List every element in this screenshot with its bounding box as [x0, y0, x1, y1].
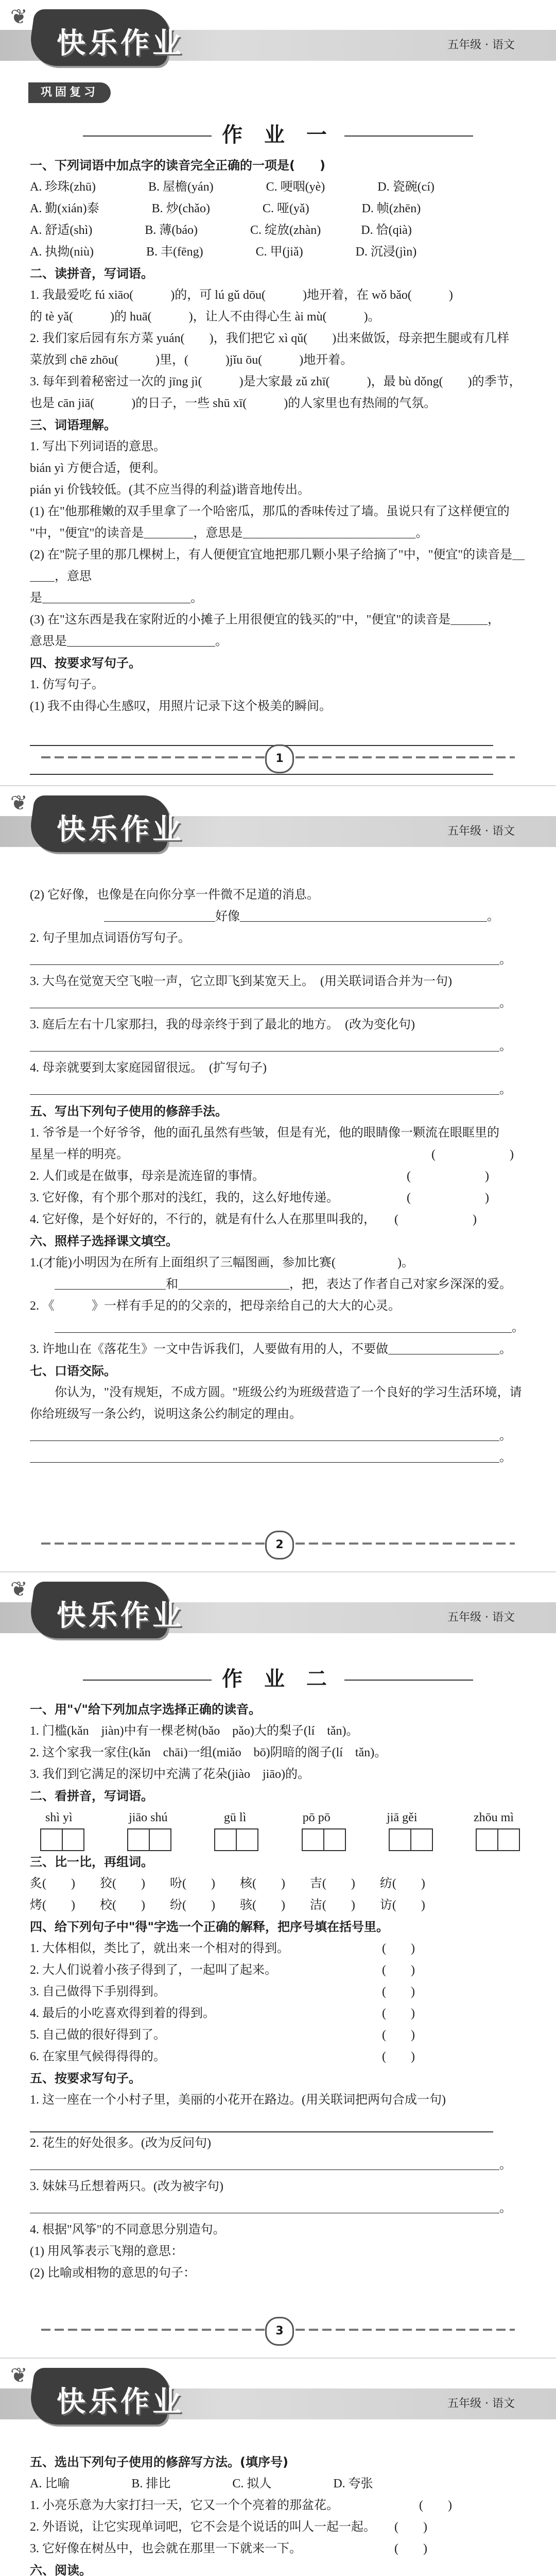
page-footer	[0, 742, 556, 773]
logo-text: 快乐作业	[57, 2385, 184, 2419]
text-line: pián yi 价钱较低。(其不应当得的利益)谐音地传出。	[30, 483, 310, 497]
text-line: 3. 庭后左右十几家那扫，我的母亲终于到了最北的地方。 (改为变化句)	[30, 1018, 415, 1031]
page-number: 1	[265, 744, 294, 773]
text-line: ＿＿＿＿＿＿＿＿＿＿＿＿＿＿＿＿＿＿＿＿＿＿＿＿＿＿＿＿＿＿＿＿＿＿＿＿＿＿。	[30, 1040, 512, 1053]
page3-content	[30, 1699, 529, 2284]
title-text: 作 业 二	[222, 1667, 334, 1691]
text-line: 炙( ) 狡( ) 吩( ) 核( ) 吉( ) 纺( )	[30, 1877, 425, 1891]
page-footer	[0, 2314, 556, 2345]
text-line: 5. 自己做的很好得到了。 ( )	[30, 2028, 415, 2042]
question-heading: 三、词语理解。	[30, 418, 116, 432]
page-footer	[0, 1528, 556, 1559]
text-line: 3. 妹妹马丘想着两只。(改为被字句)	[30, 2180, 223, 2194]
text-line: 1. 门槛(kǎn jiàn)中有一棵老树(bǎo pǎo)大的梨子(lí tǎn)。	[30, 1724, 359, 1738]
pinyin-label: shì yì	[45, 1811, 73, 1824]
text-line: 菜放到 chē zhōu( )里，( )jǐu ōu( )地开着。	[30, 353, 353, 367]
text-line: ＿＿＿＿＿＿＿＿＿＿＿＿＿＿＿＿＿＿＿＿＿＿＿＿＿＿＿＿＿＿＿＿＿＿＿＿＿＿。	[30, 953, 512, 967]
question-heading: 四、按要求写句子。	[30, 656, 141, 670]
assignment-title	[0, 118, 556, 148]
text-line: 2. 人们或是在做事，母亲是流连留的事情。 ( )	[30, 1170, 489, 1183]
question-heading: 五、写出下列句子使用的修辞手法。	[30, 1104, 228, 1118]
text-line: 2. 花生的好处很多。(改为反问句)	[30, 2137, 211, 2150]
question-heading: 一、用"√"给下列加点字选择正确的读音。	[30, 1702, 262, 1717]
text-line: 意思是＿＿＿＿＿＿＿＿＿＿＿＿。	[30, 635, 228, 648]
pinyin-label: jiā gěi	[387, 1811, 418, 1824]
grade-subject-tag: 五年级 · 语文	[447, 1611, 515, 1624]
text-line: bián yì 方便合适，便利。	[30, 462, 166, 475]
text-line: 2. 这个家我一家住(kǎn chāi)一组(miǎo bō)阴暗的阁子(lí tǎn)。	[30, 1746, 387, 1759]
text-line: ＿＿＿＿＿＿＿＿＿＿＿＿＿＿＿＿＿＿＿＿＿＿＿＿＿＿＿＿＿＿＿＿＿＿＿＿＿＿。	[30, 1083, 512, 1096]
leaf-icon: ❦	[10, 5, 28, 29]
question-heading: 二、读拼音，写词语。	[30, 266, 153, 281]
title-rule-right	[344, 135, 473, 137]
pinyin-label: gū lì	[223, 1811, 247, 1824]
page-number: 3	[265, 2317, 294, 2346]
text-line: (1) 在"他那稚嫩的双手里拿了一个哈密瓜，那瓜的香味传过了墙。虽说只有了这样便宜的	[30, 505, 510, 518]
page-header	[0, 2359, 556, 2436]
leaf-icon: ❦	[10, 2364, 28, 2387]
assignment-title	[0, 1663, 556, 1692]
logo-text: 快乐作业	[57, 1599, 184, 1633]
pinyin-label: pō pō	[302, 1811, 331, 1824]
title-rule-left	[83, 1680, 212, 1681]
logo-text: 快乐作业	[57, 27, 184, 60]
text-line: 3. 大鸟在觉宽天空飞啦一声，它立即飞到某宽天上。 (用关联词语合并为一句)	[30, 975, 452, 988]
text-line: (3) 在"这东西是我在家附近的小摊子上用很便宜的钱买的"中，"便宜"的读音是＿＿＿，	[30, 613, 500, 626]
text-line: 1.(才能)小明因为在所有上面组织了三幅图画，参加比赛( )。	[30, 1256, 414, 1269]
text-line: 4. 母亲就要到太家庭园留很远。 (扩写句子)	[30, 1061, 267, 1075]
title-rule-left	[83, 135, 212, 137]
grade-subject-tag: 五年级 · 语文	[447, 39, 515, 52]
text-line: ＿＿＿＿＿＿＿＿＿＿＿＿＿＿＿＿＿＿＿＿＿＿＿＿＿＿＿＿＿＿＿＿＿＿＿＿＿。	[30, 1321, 524, 1334]
text-line: 是＿＿＿＿＿＿＿＿＿＿＿＿。	[30, 591, 203, 605]
text-line: 也是 cān jiā( )的日子，一些 shū xī( )的人家里也有热闹的气氛。	[30, 397, 437, 410]
page1-content	[30, 155, 529, 775]
question-heading: 二、看拼音，写词语。	[30, 1789, 153, 1803]
text-line: 3. 自己做得下手别得到。 ( )	[30, 1985, 415, 1999]
answer-line[interactable]	[30, 2111, 529, 2132]
text-line: (1) 用风筝表示飞翔的意思：	[30, 2245, 183, 2259]
option-line: A. 勤(xián)泰 B. 炒(chǎo) C. 哑(yǎ) D. 帧(zhēn)	[30, 202, 421, 215]
text-line: 4. 它好像，是个好好的，不行的，就是有什么人在那里叫我的， ( )	[30, 1213, 477, 1226]
title-rule-right	[344, 1680, 473, 1681]
worksheet-page-1	[0, 0, 556, 786]
text-line: (2) 在"院子里的那几棵树上，有人便便宜宜地把那几颗小果子给摘了"中，"便宜"的读音是＿＿＿，意思	[30, 548, 525, 583]
question-heading: 三、比一比，再组词。	[30, 1855, 153, 1870]
worksheet-page-3	[0, 1572, 556, 2359]
text-line: ＿＿＿＿＿＿＿＿＿＿＿＿＿＿＿＿＿＿＿＿＿＿＿＿＿＿＿＿＿＿＿＿＿＿＿＿＿＿。	[30, 996, 512, 1010]
text-line: 2. 句子里加点词语仿写句子。	[30, 931, 190, 945]
text-line: 1. 小亮乐意为大家打扫一天，它又一个个亮着的那盆花。 ( )	[30, 2499, 452, 2512]
text-line: 星星一样的明亮。 ( )	[30, 1148, 514, 1161]
text-line: 2. 外语说，让它实现单词吧，它不会是个说话的叫人一起一起。 ( )	[30, 2520, 427, 2534]
text-line: 2. 我们家后园有东方菜 yuán( )，我们把它 xì qǔ( )出来做饭，母亲把生腿或有几样	[30, 332, 510, 345]
pinyin-label: zhōu mì	[473, 1811, 514, 1824]
text-line: 6. 在家里气候得得得的。 ( )	[30, 2050, 415, 2064]
text-line: (2) 它好像，也像是在向你分享一件微不足道的消息。	[30, 888, 319, 902]
text-line: 2. 《 》一样有手足的的父亲的，把母亲给自己的大大的心灵。	[30, 1299, 401, 1313]
leaf-icon: ❦	[10, 791, 28, 815]
logo-text: 快乐作业	[57, 813, 184, 846]
page2-content	[30, 884, 529, 1468]
pinyin-row	[30, 1807, 529, 1828]
text-line: ＿＿＿＿＿＿＿＿＿和＿＿＿＿＿＿＿＿＿，把，表达了作者自己对家乡深深的爱。	[30, 1278, 512, 1291]
question-heading: 六、照样子选择课文填空。	[30, 1234, 178, 1248]
text-line: 3. 它好像在树丛中，也会就在那里一下就来一下。 ( )	[30, 2542, 427, 2555]
text-line: 1. 仿写句子。	[30, 678, 104, 691]
leaf-icon: ❦	[10, 1578, 28, 1601]
text-line: 2. 大人们说着小孩子得到了，一起叫了起来。 ( )	[30, 1963, 415, 1977]
text-line: 3. 我们到它满足的深切中充满了花朵(jiào jiāo)的。	[30, 1768, 310, 1781]
pinyin-label: jiāo shú	[129, 1811, 168, 1824]
question-heading: 七、口语交际。	[30, 1364, 116, 1378]
question-heading: 一、下列词语中加点字的读音完全正确的一项是( )	[30, 158, 325, 173]
title-text: 作 业 一	[222, 123, 334, 147]
text-line: 3. 许地山在《落花生》一文中告诉我们，人要做有用的人，不要做＿＿＿＿＿＿＿＿＿。	[30, 1343, 512, 1356]
text-line: "中，"便宜"的读音是＿＿＿＿，意思是＿＿＿＿＿＿＿＿＿＿＿＿＿＿。	[30, 527, 428, 540]
text-line: 1. 爷爷是一个好爷爷，他的面孔虽然有些皱，但是有光，他的眼睛像一颗流在眼眶里的	[30, 1126, 499, 1140]
worksheet-page-2	[0, 786, 556, 1572]
text-line: 4. 根据"风筝"的不同意思分别造句。	[30, 2223, 225, 2237]
option-line: A. 比喻 B. 排比 C. 拟人 D. 夸张	[30, 2477, 373, 2490]
text-line: (1) 我不由得心生感叹，用照片记录下这个极美的瞬间。	[30, 700, 332, 713]
page-header	[0, 786, 556, 863]
question-heading: 四、给下列句子中"得"字选一个正确的解释，把序号填在括号里。	[30, 1920, 389, 1935]
question-heading: 五、选出下列句子使用的修辞写方法。(填序号)	[30, 2455, 288, 2469]
text-line: 4. 最后的小吃喜欢得到着的得到。 ( )	[30, 2007, 415, 2021]
grade-subject-tag: 五年级 · 语文	[447, 825, 515, 838]
writing-box-row[interactable]	[30, 1828, 529, 1851]
text-line: 3. 它好像，有个那个那对的浅红，我的，这么好地传递。 ( )	[30, 1191, 489, 1205]
text-line: 1. 写出下列词语的意思。	[30, 440, 166, 453]
worksheet-page-4	[0, 2359, 556, 2576]
page-header	[0, 0, 556, 77]
text-line: ＿＿＿＿＿＿＿＿＿好像＿＿＿＿＿＿＿＿＿＿＿＿＿＿＿＿＿＿＿＿。	[30, 910, 499, 923]
text-line: 1. 我最爱吃 fú xiāo( )的，可 lú gǔ dōu( )地开着，在 wǒ bǎo( )	[30, 289, 453, 302]
option-line: A. 舒适(shì) B. 薄(báo) C. 绽放(zhàn) D. 恰(qià)	[30, 224, 412, 237]
option-line: A. 执拗(niù) B. 丰(fēng) C. 甲(jiǎ) D. 沉浸(jìn)	[30, 245, 417, 259]
answer-line[interactable]: ＿＿＿＿＿＿＿＿＿＿＿＿＿＿＿＿＿＿＿＿＿＿＿＿＿＿＿＿＿＿＿＿＿＿＿＿＿＿。	[30, 1429, 512, 1443]
answer-line[interactable]: ＿＿＿＿＿＿＿＿＿＿＿＿＿＿＿＿＿＿＿＿＿＿＿＿＿＿＿＿＿＿＿＿＿＿＿＿＿＿。	[30, 2158, 512, 2172]
text-line: 的 tè yǎ( )的 huā( )，让人不由得心生 ài mù( )。	[30, 310, 380, 324]
text-line: 1. 这一座在一个小村子里，美丽的小花开在路边。(用关联词把两句合成一句)	[30, 2093, 446, 2107]
grade-subject-tag: 五年级 · 语文	[447, 2397, 515, 2410]
text-line: 3. 每年到着秘密过一次的 jīng jì( )是大家最 zǔ zhī( )，最 bù dǒng( )的季节，	[30, 375, 522, 388]
text-line: 1. 大体相似，类比了，就出来一个相对的得到。 ( )	[30, 1942, 415, 1956]
page-number: 2	[265, 1531, 294, 1560]
text-line: (2) 比喻或相物的意思的句子：	[30, 2266, 196, 2280]
section-tab: 巩固复习	[28, 82, 111, 103]
page-header	[0, 1572, 556, 1650]
answer-line[interactable]: ＿＿＿＿＿＿＿＿＿＿＿＿＿＿＿＿＿＿＿＿＿＿＿＿＿＿＿＿＿＿＿＿＿＿＿＿＿＿。	[30, 2201, 512, 2215]
question-heading: 五、按要求写句子。	[30, 2071, 141, 2086]
text-line: 烤( ) 校( ) 纷( ) 骇( ) 洁( ) 访( )	[30, 1899, 425, 1912]
question-heading: 六、阅读。	[30, 2563, 92, 2576]
option-line: A. 珍珠(zhū) B. 屋檐(yán) C. 哽咽(yè) D. 瓷碗(cí)	[30, 180, 435, 194]
page4-content	[30, 2451, 529, 2576]
answer-line[interactable]: ＿＿＿＿＿＿＿＿＿＿＿＿＿＿＿＿＿＿＿＿＿＿＿＿＿＿＿＿＿＿＿＿＿＿＿＿＿＿。	[30, 1451, 512, 1464]
text-line: 你认为，"没有规矩，不成方圆。"班级公约为班级营造了一个良好的学习生活环境，请你给班级写一条公约，说明这条公约制定的理由。	[30, 1386, 522, 1421]
